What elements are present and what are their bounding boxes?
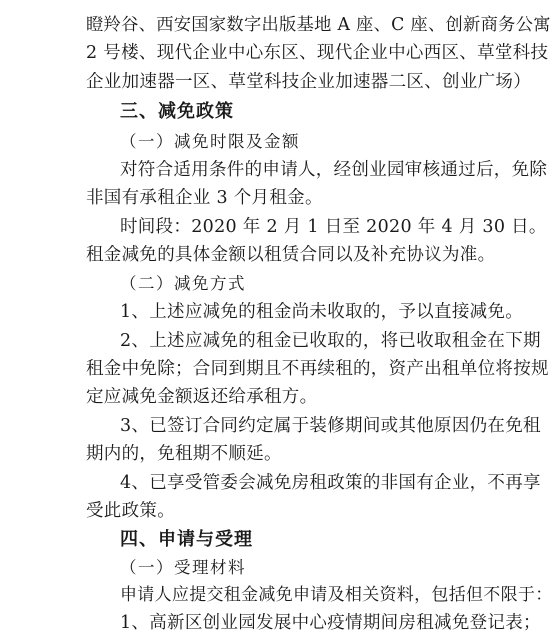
section-heading: 三、减免政策 bbox=[120, 101, 234, 123]
paragraph-line: 1、上述应减免的租金尚未收取的，予以直接减免。 bbox=[120, 302, 524, 323]
paragraph-line: 瞪羚谷、西安国家数字出版基地 A 座、C 座、创新商务公寓 bbox=[86, 15, 551, 35]
section-heading: 四、申请与受理 bbox=[120, 528, 253, 550]
paragraph-line: 期内的，免租期不顺延。 bbox=[86, 444, 282, 465]
paragraph-line: 对符合适用条件的申请人，经创业园审核通过后，免除 bbox=[120, 159, 548, 180]
paragraph-line: 受此政策。 bbox=[86, 501, 175, 522]
paragraph-line: 2 号楼、现代企业中心东区、现代企业中心西区、草堂科技 bbox=[86, 43, 549, 64]
paragraph-line: 2、上述应减免的租金已收取的，将已收取租金在下期 bbox=[120, 330, 541, 351]
subsection-heading: （二）减免方式 bbox=[120, 273, 246, 293]
paragraph-line: 4、已享受管委会减免房租政策的非国有企业，不再享 bbox=[120, 472, 541, 493]
paragraph-line: 租金中免除；合同到期且不再续租的，资产出租单位将按规 bbox=[86, 359, 549, 380]
paragraph-line: 非国有承租企业 3 个月租金。 bbox=[86, 188, 323, 209]
paragraph-line: 时间段：2020 年 2 月 1 日至 2020 年 4 月 30 日。 bbox=[120, 216, 547, 237]
paragraph-line: 企业加速器一区、草堂科技企业加速器二区、创业广场） bbox=[86, 71, 531, 92]
paragraph-line: 1、高新区创业园发展中心疫情期间房租减免登记表； bbox=[120, 613, 541, 633]
paragraph-line: 定应减免金额返还给承租方。 bbox=[86, 387, 318, 408]
paragraph-line: 申请人应提交租金减免申请及相关资料，包括但不限于： bbox=[120, 584, 553, 605]
paragraph-line: 租金减免的具体金额以租赁合同以及补充协议为准。 bbox=[86, 245, 496, 266]
subsection-heading: （一）受理材料 bbox=[120, 558, 246, 578]
paragraph-line: 3、已签订合同约定属于装修期间或其他原因仍在免租 bbox=[120, 415, 541, 436]
subsection-heading: （一）减免时限及金额 bbox=[120, 131, 300, 151]
